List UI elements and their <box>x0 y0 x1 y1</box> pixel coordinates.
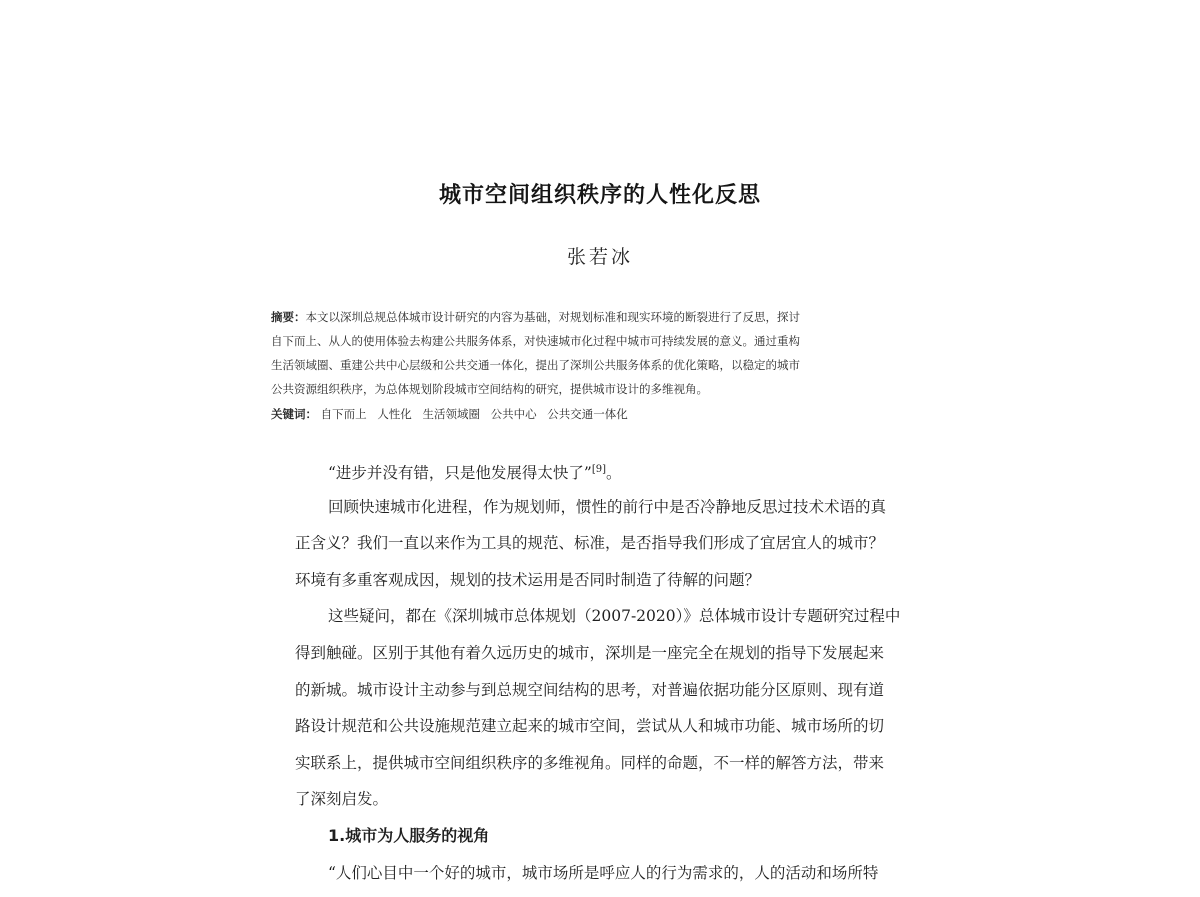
abstract-line: 生活领域圈、重建公共中心层级和公共交通一体化，提出了深圳公共服务体系的优化策略，以稳定的城市 <box>271 358 800 372</box>
opening-quote <box>295 452 935 489</box>
keywords <box>271 402 635 426</box>
body-text <box>295 452 935 891</box>
abstract-text: 本文以深圳总规总体城市设计研究的内容为基础，对规划标准和现实环境的断裂进行了反思，探讨 <box>305 310 800 324</box>
keyword: 生活领域圈 <box>422 407 480 421</box>
paragraph-line: 路设计规范和公共设施规范建立起来的城市空间，尝试从人和城市功能、城市场所的切 <box>295 717 885 736</box>
keyword: 公共交通一体化 <box>547 407 628 421</box>
citation-ref: [9] <box>591 464 607 475</box>
section-heading: 1.城市为人服务的视角 <box>328 825 490 845</box>
quote-text: “进步并没有错，只是他发展得太快了” <box>328 464 592 483</box>
paragraph-line: 了深刻启发。 <box>295 790 389 809</box>
quote-end: 。 <box>606 464 622 483</box>
paragraph-line: 实联系上，提供城市空间组织秩序的多维视角。同样的命题，不一样的解答方法，带来 <box>295 753 885 772</box>
paragraph-line: 正含义？我们一直以来作为工具的规范、标准，是否指导我们形成了宜居宜人的城市？ <box>295 534 885 553</box>
paragraph-line: 得到触碰。区别于其他有着久远历史的城市，深圳是一座完全在规划的指导下发展起来 <box>295 643 885 662</box>
paragraph-line: 的新城。城市设计主动参与到总规空间结构的思考，对普遍依据功能分区原则、现有道 <box>295 680 885 699</box>
abstract-line: 公共资源组织秩序，为总体规划阶段城市空间结构的研究，提供城市设计的多维视角。 <box>271 382 708 396</box>
abstract-label: 摘要： <box>271 310 306 324</box>
keyword: 自下而上 <box>320 407 367 421</box>
abstract-line <box>271 305 931 329</box>
paragraph-line: 这些疑问，都在《深圳城市总体规划（2007-2020）》总体城市设计专题研究过程中 <box>328 607 901 626</box>
abstract <box>271 305 931 401</box>
paragraph-line: “人们心目中一个好的城市，城市场所是呼应人的行为需求的，人的活动和场所特 <box>328 863 879 882</box>
keyword: 人性化 <box>377 407 412 421</box>
keyword: 公共中心 <box>490 407 537 421</box>
keywords-label: 关键词： <box>271 407 317 421</box>
paper-title: 城市空间组织秩序的人性化反思 <box>438 183 761 208</box>
paragraph-line: 环境有多重客观成因，规划的技术运用是否同时制造了待解的问题？ <box>295 570 761 589</box>
paragraph-line: 回顾快速城市化进程，作为规划师，惯性的前行中是否冷静地反思过技术术语的真 <box>328 497 887 516</box>
abstract-line: 自下而上、从人的使用体验去构建公共服务体系，对快速城市化过程中城市可持续发展的意义。通过重构 <box>271 334 800 348</box>
paper-author: 张若冰 <box>566 246 633 268</box>
